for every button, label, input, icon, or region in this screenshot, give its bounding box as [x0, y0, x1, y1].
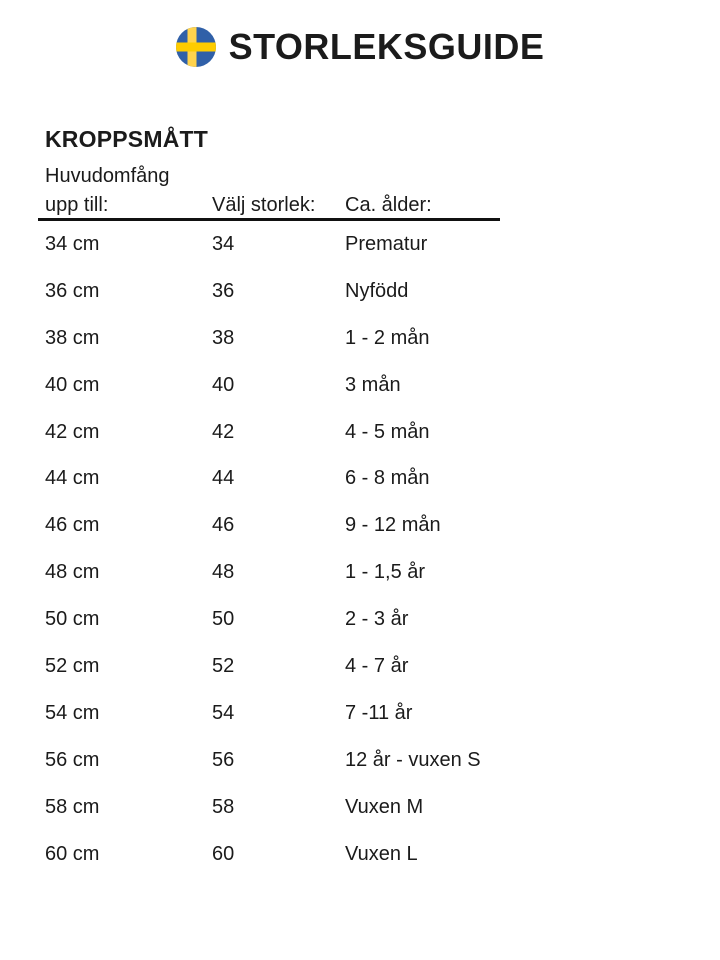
cell-huvudomfang: 52 cm: [45, 654, 100, 677]
cell-storlek: 38: [212, 326, 235, 349]
column-header-huvudomfang-line2: upp till:: [45, 194, 109, 216]
cell-storlek: 42: [212, 420, 235, 443]
cell-huvudomfang: 54 cm: [45, 701, 100, 724]
cell-storlek: 34: [212, 232, 235, 255]
cell-huvudomfang: 42 cm: [45, 420, 100, 443]
table-row: [45, 784, 675, 831]
cell-storlek: 60: [212, 842, 235, 865]
cell-alder: 12 år - vuxen S: [345, 748, 481, 771]
table-header-row: [45, 162, 675, 220]
cell-storlek: 48: [212, 561, 235, 584]
page-title: STORLEKSGUIDE: [228, 26, 545, 67]
cell-storlek: 56: [212, 748, 235, 771]
swedish-flag-icon: [176, 27, 216, 67]
column-header-huvudomfang: [45, 162, 212, 220]
cell-huvudomfang: 34 cm: [45, 232, 100, 255]
cell-storlek: 44: [212, 467, 235, 490]
cell-alder: Nyfödd: [345, 279, 409, 302]
cell-storlek: 52: [212, 654, 235, 677]
cell-alder: 4 - 5 mån: [345, 420, 430, 443]
cell-storlek: 50: [212, 608, 235, 631]
table-row: [45, 409, 675, 456]
cell-huvudomfang: 46 cm: [45, 514, 100, 537]
table-row: [45, 502, 675, 549]
cell-alder: 3 mån: [345, 373, 401, 396]
table-row: [45, 362, 675, 409]
table-row: [45, 221, 675, 268]
cell-huvudomfang: 36 cm: [45, 279, 100, 302]
cell-huvudomfang: 48 cm: [45, 561, 100, 584]
cell-storlek: 58: [212, 795, 235, 818]
cell-alder: 1 - 2 mån: [345, 326, 430, 349]
column-header-alder: Ca. ålder:: [345, 194, 432, 216]
cell-storlek: 54: [212, 701, 235, 724]
column-header-huvudomfang-line1: Huvudomfång: [45, 165, 170, 187]
table-row: [45, 643, 675, 690]
cell-storlek: 46: [212, 514, 235, 537]
cell-storlek: 36: [212, 279, 235, 302]
cell-huvudomfang: 38 cm: [45, 326, 100, 349]
table-body: [45, 221, 675, 877]
cell-storlek: 40: [212, 373, 235, 396]
table-row: [45, 737, 675, 784]
column-header-storlek: Välj storlek:: [212, 194, 316, 216]
cell-huvudomfang: 60 cm: [45, 842, 100, 865]
cell-huvudomfang: 40 cm: [45, 373, 100, 396]
cell-alder: Vuxen L: [345, 842, 418, 865]
table-row: [45, 596, 675, 643]
cell-alder: 7 -11 år: [345, 701, 413, 724]
cell-alder: 2 - 3 år: [345, 608, 409, 631]
cell-alder: Prematur: [345, 232, 428, 255]
page-header: [0, 25, 720, 69]
table-row: [45, 549, 675, 596]
cell-alder: Vuxen M: [345, 795, 424, 818]
cell-alder: 9 - 12 mån: [345, 514, 441, 537]
cell-huvudomfang: 50 cm: [45, 608, 100, 631]
cell-huvudomfang: 44 cm: [45, 467, 100, 490]
cell-huvudomfang: 58 cm: [45, 795, 100, 818]
table-row: [45, 455, 675, 502]
table-row: [45, 831, 675, 878]
section-heading: KROPPSMÅTT: [45, 126, 208, 152]
table-row: [45, 690, 675, 737]
table-row: [45, 315, 675, 362]
table-row: [45, 268, 675, 315]
cell-huvudomfang: 56 cm: [45, 748, 100, 771]
cell-alder: 4 - 7 år: [345, 654, 409, 677]
cell-alder: 6 - 8 mån: [345, 467, 430, 490]
cell-alder: 1 - 1,5 år: [345, 561, 426, 584]
